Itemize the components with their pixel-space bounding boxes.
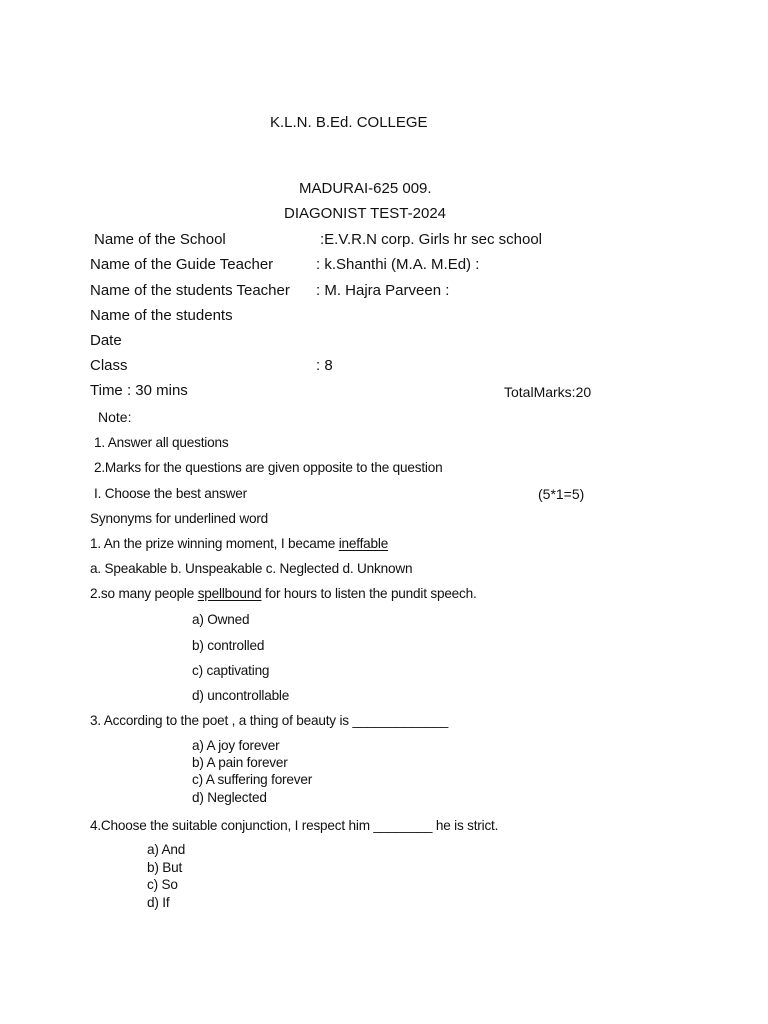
question-2-text-end: for hours to listen the pundit speech. — [261, 586, 477, 601]
question-1-underlined-word: ineffable — [338, 536, 389, 551]
section-marks: (5*1=5) — [538, 486, 585, 502]
time-label: Time : 30 mins — [90, 382, 188, 399]
question-4: 4.Choose the suitable conjunction, I respect him ________ he is strict. — [90, 818, 499, 833]
class-label: Class — [90, 357, 128, 374]
question-1-options: a. Speakable b. Unspeakable c. Neglected d. Unknown — [90, 561, 413, 576]
question-3-option: a) A joy forever — [192, 738, 280, 753]
question-2-text: 2.so many people — [90, 586, 198, 601]
student-teacher-value: : M. Hajra Parveen : — [316, 282, 450, 299]
question-2-underlined-word: spellbound — [197, 586, 262, 601]
date-label: Date — [90, 332, 122, 349]
question-1 — [90, 537, 388, 551]
section-title: I. Choose the best answer — [94, 486, 247, 501]
question-3-option: d) Neglected — [192, 790, 267, 805]
total-marks: TotalMarks:20 — [504, 384, 592, 400]
note-title: Note: — [98, 409, 132, 425]
question-4-option: c) So — [147, 877, 178, 892]
test-title: DIAGONIST TEST-2024 — [284, 205, 447, 222]
question-4-option: d) If — [147, 895, 170, 910]
question-3-option: b) A pain forever — [192, 755, 288, 770]
question-2-option: a) Owned — [192, 612, 250, 627]
guide-teacher-value: : k.Shanthi (M.A. M.Ed) : — [316, 256, 480, 273]
question-2-option: d) uncontrollable — [192, 688, 290, 703]
students-label: Name of the students — [90, 307, 233, 324]
question-2 — [90, 587, 477, 601]
student-teacher-label: Name of the students Teacher — [90, 282, 290, 299]
question-4-option: a) And — [147, 842, 186, 857]
college-name: K.L.N. B.Ed. COLLEGE — [270, 114, 428, 131]
question-3: 3. According to the poet , a thing of beauty is _____________ — [90, 713, 449, 728]
question-1-text: 1. An the prize winning moment, I became — [90, 536, 339, 551]
question-2-option: c) captivating — [192, 663, 270, 678]
note-item: 2.Marks for the questions are given opposite to the question — [94, 460, 443, 475]
question-3-option: c) A suffering forever — [192, 772, 313, 787]
guide-teacher-label: Name of the Guide Teacher — [90, 256, 274, 273]
section-subtitle: Synonyms for underlined word — [90, 511, 269, 526]
class-value: : 8 — [316, 357, 333, 374]
question-4-option: b) But — [147, 860, 183, 875]
question-2-option: b) controlled — [192, 638, 265, 653]
school-label: Name of the School — [94, 231, 226, 248]
college-address: MADURAI-625 009. — [299, 180, 432, 197]
note-item: 1. Answer all questions — [94, 435, 229, 450]
school-value: :E.V.R.N corp. Girls hr sec school — [320, 231, 543, 248]
